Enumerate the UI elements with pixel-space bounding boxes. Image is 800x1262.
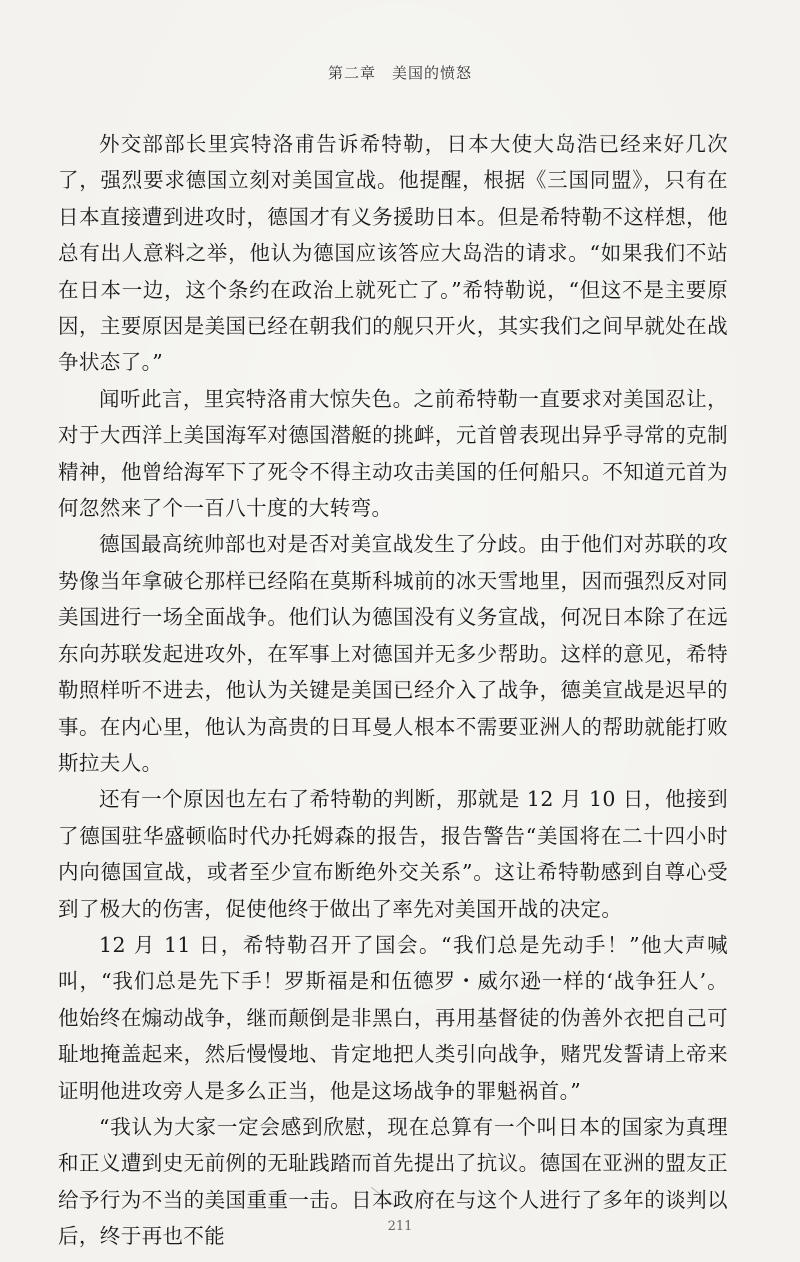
paragraph-5: 12 月 11 日，希特勒召开了国会。“我们总是先动手！”他大声喊叫，“我们总是先下手！罗斯福是和伍德罗・威尔逊一样的‘战争狂人’。他始终在煽动战争，继而颠倒是非黑白，再用基督徒的伪善外衣把自己可耻地掩盖起来，然后慢慢地、肯定地把人类引向战争，赌咒发誓请上帝来证明他进攻旁人是多么正当，他是这场战争的罪魁祸首。” [58,932,728,1103]
paragraph-6: “我认为大家一定会感到欣慰，现在总算有一个叫日本的国家为真理和正义遭到史无前例的无耻践踏而首先提出了抗议。德国在亚洲的盟友正给予行为不当的美国重重一击。日本政府在与这个人进行了多年的谈判以后，终于再也不能 [58,1114,728,1249]
body-text [58,126,728,1255]
running-header: 第二章 美国的愤怒 [327,64,472,82]
paragraph-3: 德国最高统帅部也对是否对美宣战发生了分歧。由于他们对苏联的攻势像当年拿破仑那样已经陷在莫斯科城前的冰天雪地里，因而强烈反对同美国进行一场全面战争。他们认为德国没有义务宣战，何况日本除了在远东向苏联发起进攻外，在军事上对德国并无多少帮助。这样的意见，希特勒照样听不进去，他认为关键是美国已经介入了战争，德美宣战是迟早的事。在内心里，他认为高贵的日耳曼人根本不需要亚洲人的帮助就能打败斯拉夫人。 [58,532,728,775]
page-number: 211 [387,1219,413,1234]
paragraph-1: 外交部部长里宾特洛甫告诉希特勒，日本大使大岛浩已经来好几次了，强烈要求德国立刻对美国宣战。他提醒，根据《三国同盟》，只有在日本直接遭到进攻时，德国才有义务援助日本。但是希特勒不这样想，他总有出人意料之举，他认为德国应该答应大岛浩的请求。“如果我们不站在日本一边，这个条约在政治上就死亡了。”希特勒说，“但这不是主要原因，主要原因是美国已经在朝我们的舰只开火，其实我们之间早就处在战争状态了。” [58,132,728,375]
paragraph-2: 闻听此言，里宾特洛甫大惊失色。之前希特勒一直要求对美国忍让，对于大西洋上美国海军对德国潜艇的挑衅，元首曾表现出异乎寻常的克制精神，他曾给海军下了死令不得主动攻击美国的任何船只。不知道元首为何忽然来了个一百八十度的大转弯。 [58,386,728,521]
paragraph-4: 还有一个原因也左右了希特勒的判断，那就是 12 月 10 日，他接到了德国驻华盛顿临时代办托姆森的报告，报告警告“美国将在二十四小时内向德国宣战，或者至少宣布断绝外交关系”。这让希特勒感到自尊心受到了极大的伤害，促使他终于做出了率先对美国开战的决定。 [58,787,728,921]
